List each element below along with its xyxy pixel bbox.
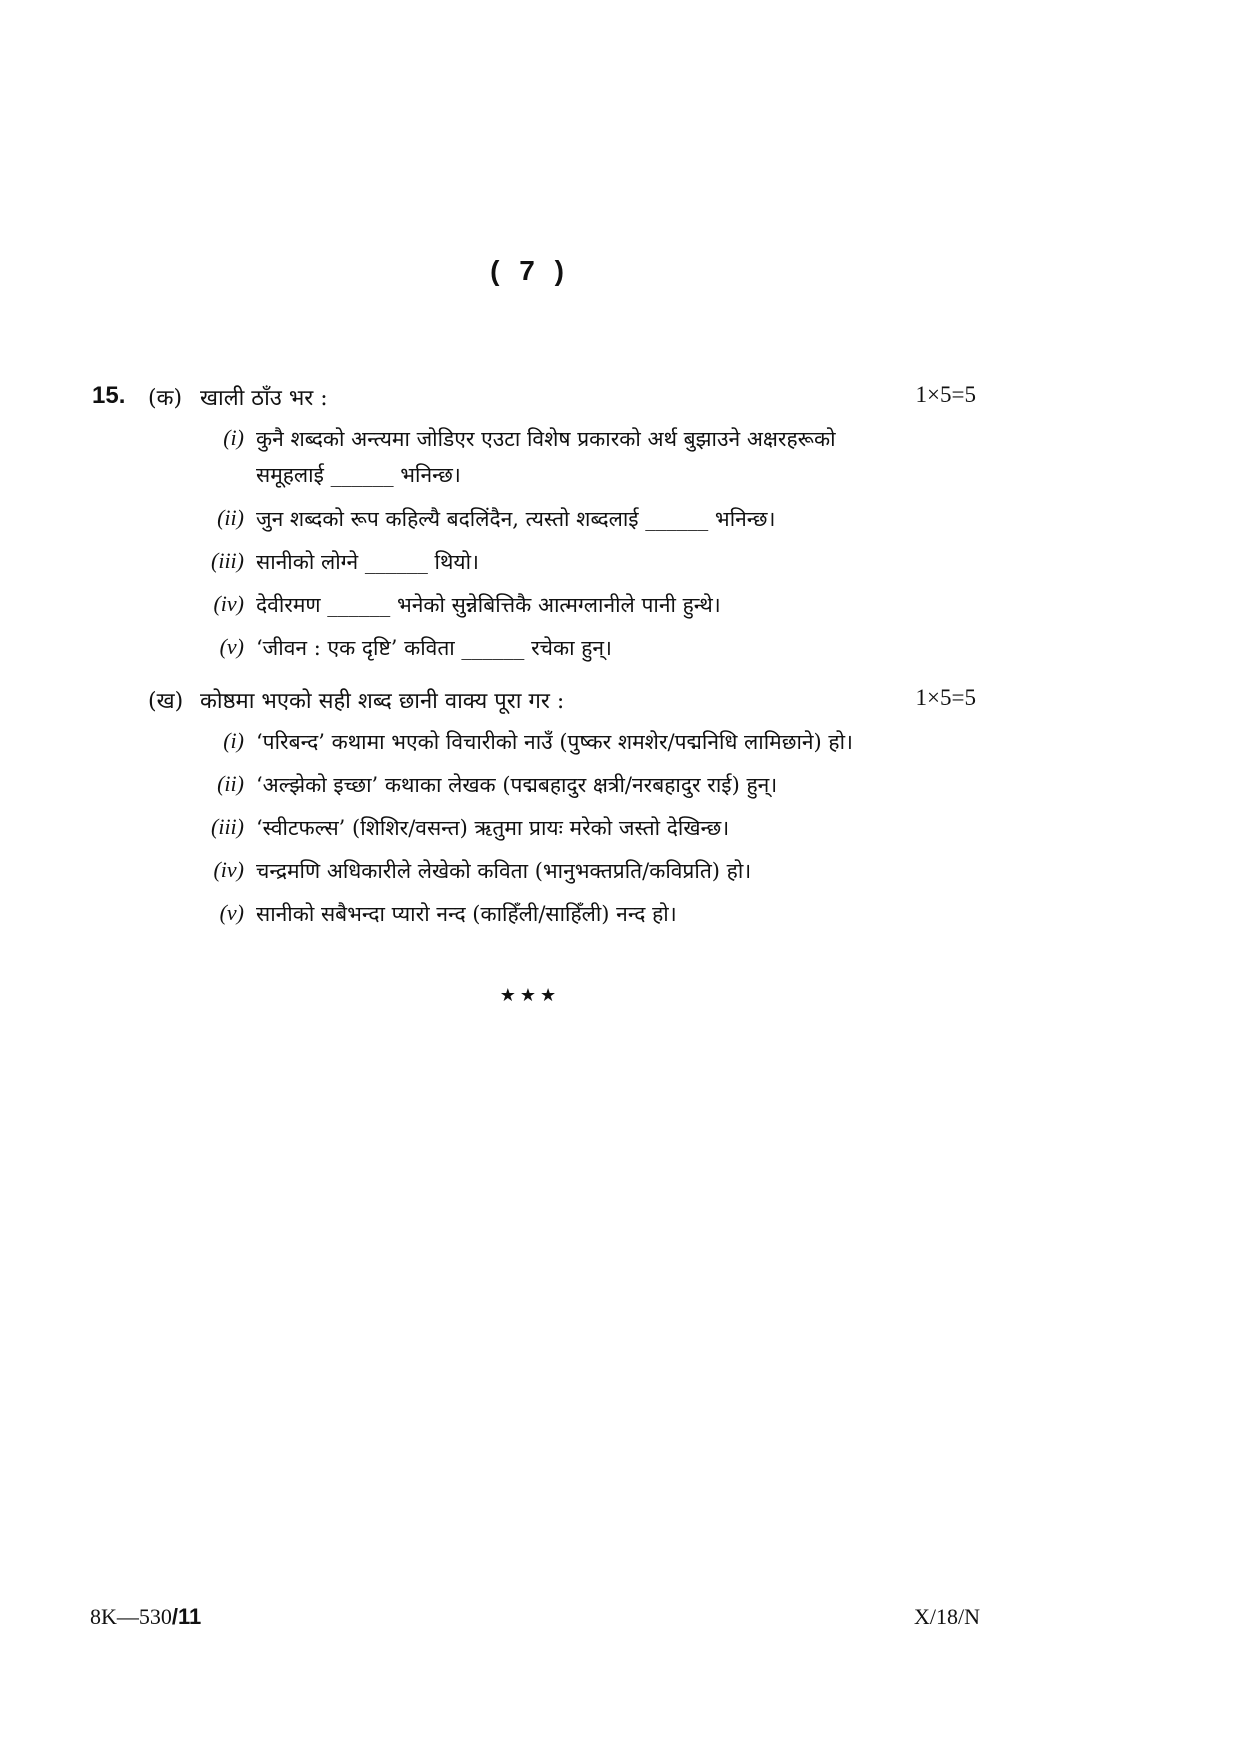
ka-item-2-text: जुन शब्दको रूप कहिल्यै बदलिंदैन, त्यस्तो शब्दलाई ______ भनिन्छ। [256,507,776,531]
ka-item-1-roman: (i) [223,425,244,450]
kha-item-2-text: ‘अल्झेको इच्छा’ कथाका लेखक (पद्मबहादुर क्षत्री/नरबहादुर राई) हुन्। [256,773,778,797]
kha-item-5-text: सानीको सबैभन्दा प्यारो नन्द (काहिँली/साहिँली) नन्द हो। [256,902,677,926]
footer-code-suffix: /11 [171,1604,202,1629]
page-number: ( 7 ) [490,255,570,286]
end-stars: ★★★ [499,985,561,1006]
kha-item-4-text: चन्द्रमणि अधिकारीले लेखेको कविता (भानुभक्तप्रति/कविप्रति) हो। [256,859,752,883]
ka-item-4-text: देवीरमण ______ भनेको सुन्नेबित्तिकै आत्मग्लानीले पानी हुन्थे। [256,593,721,617]
ka-item-3-text: सानीको लोग्ने ______ थियो। [256,550,479,574]
section-ka-label: (क) [148,386,183,411]
kha-item-4-roman: (iv) [213,857,244,882]
section-kha-label: (ख) [148,689,184,714]
section-ka-marks: 1×5=5 [915,382,976,407]
kha-item-5-roman: (v) [219,900,244,925]
question-number: 15. [92,382,126,409]
section-kha-instruction: कोष्ठमा भएको सही शब्द छानी वाक्य पूरा गर : [200,689,565,714]
kha-item-1-roman: (i) [223,728,244,753]
footer-code-prefix: 8K—530 [90,1604,172,1629]
footer-paper-code [90,1604,201,1630]
kha-item-3-text: ‘स्वीटफल्स’ (शिशिर/वसन्त) ऋतुमा प्रायः मरेको जस्तो देखिन्छ। [256,816,730,840]
kha-item-2-roman: (ii) [217,771,244,796]
footer-series: X/18/N [914,1604,980,1629]
section-ka-instruction: खाली ठाँउ भर : [200,386,328,411]
ka-item-1-line-1: कुनै शब्दको अन्त्यमा जोडिएर एउटा विशेष प्रकारको अर्थ बुझाउने अक्षरहरूको [256,427,836,451]
ka-item-2-roman: (ii) [217,505,244,530]
section-kha-marks: 1×5=5 [915,685,976,710]
kha-item-1-text: ‘परिबन्द’ कथामा भएको विचारीको नाउँ (पुष्कर शमशेर/पद्मनिधि लामिछाने) हो। [256,730,853,754]
ka-item-1-line-2: समूहलाई ______ भनिन्छ। [256,463,461,487]
kha-item-3-roman: (iii) [211,814,244,839]
ka-item-4-roman: (iv) [213,591,244,616]
ka-item-5-text: ‘जीवन : एक दृष्टि’ कविता ______ रचेका हुन्। [256,636,613,660]
ka-item-3-roman: (iii) [211,548,244,573]
ka-item-5-roman: (v) [219,634,244,659]
